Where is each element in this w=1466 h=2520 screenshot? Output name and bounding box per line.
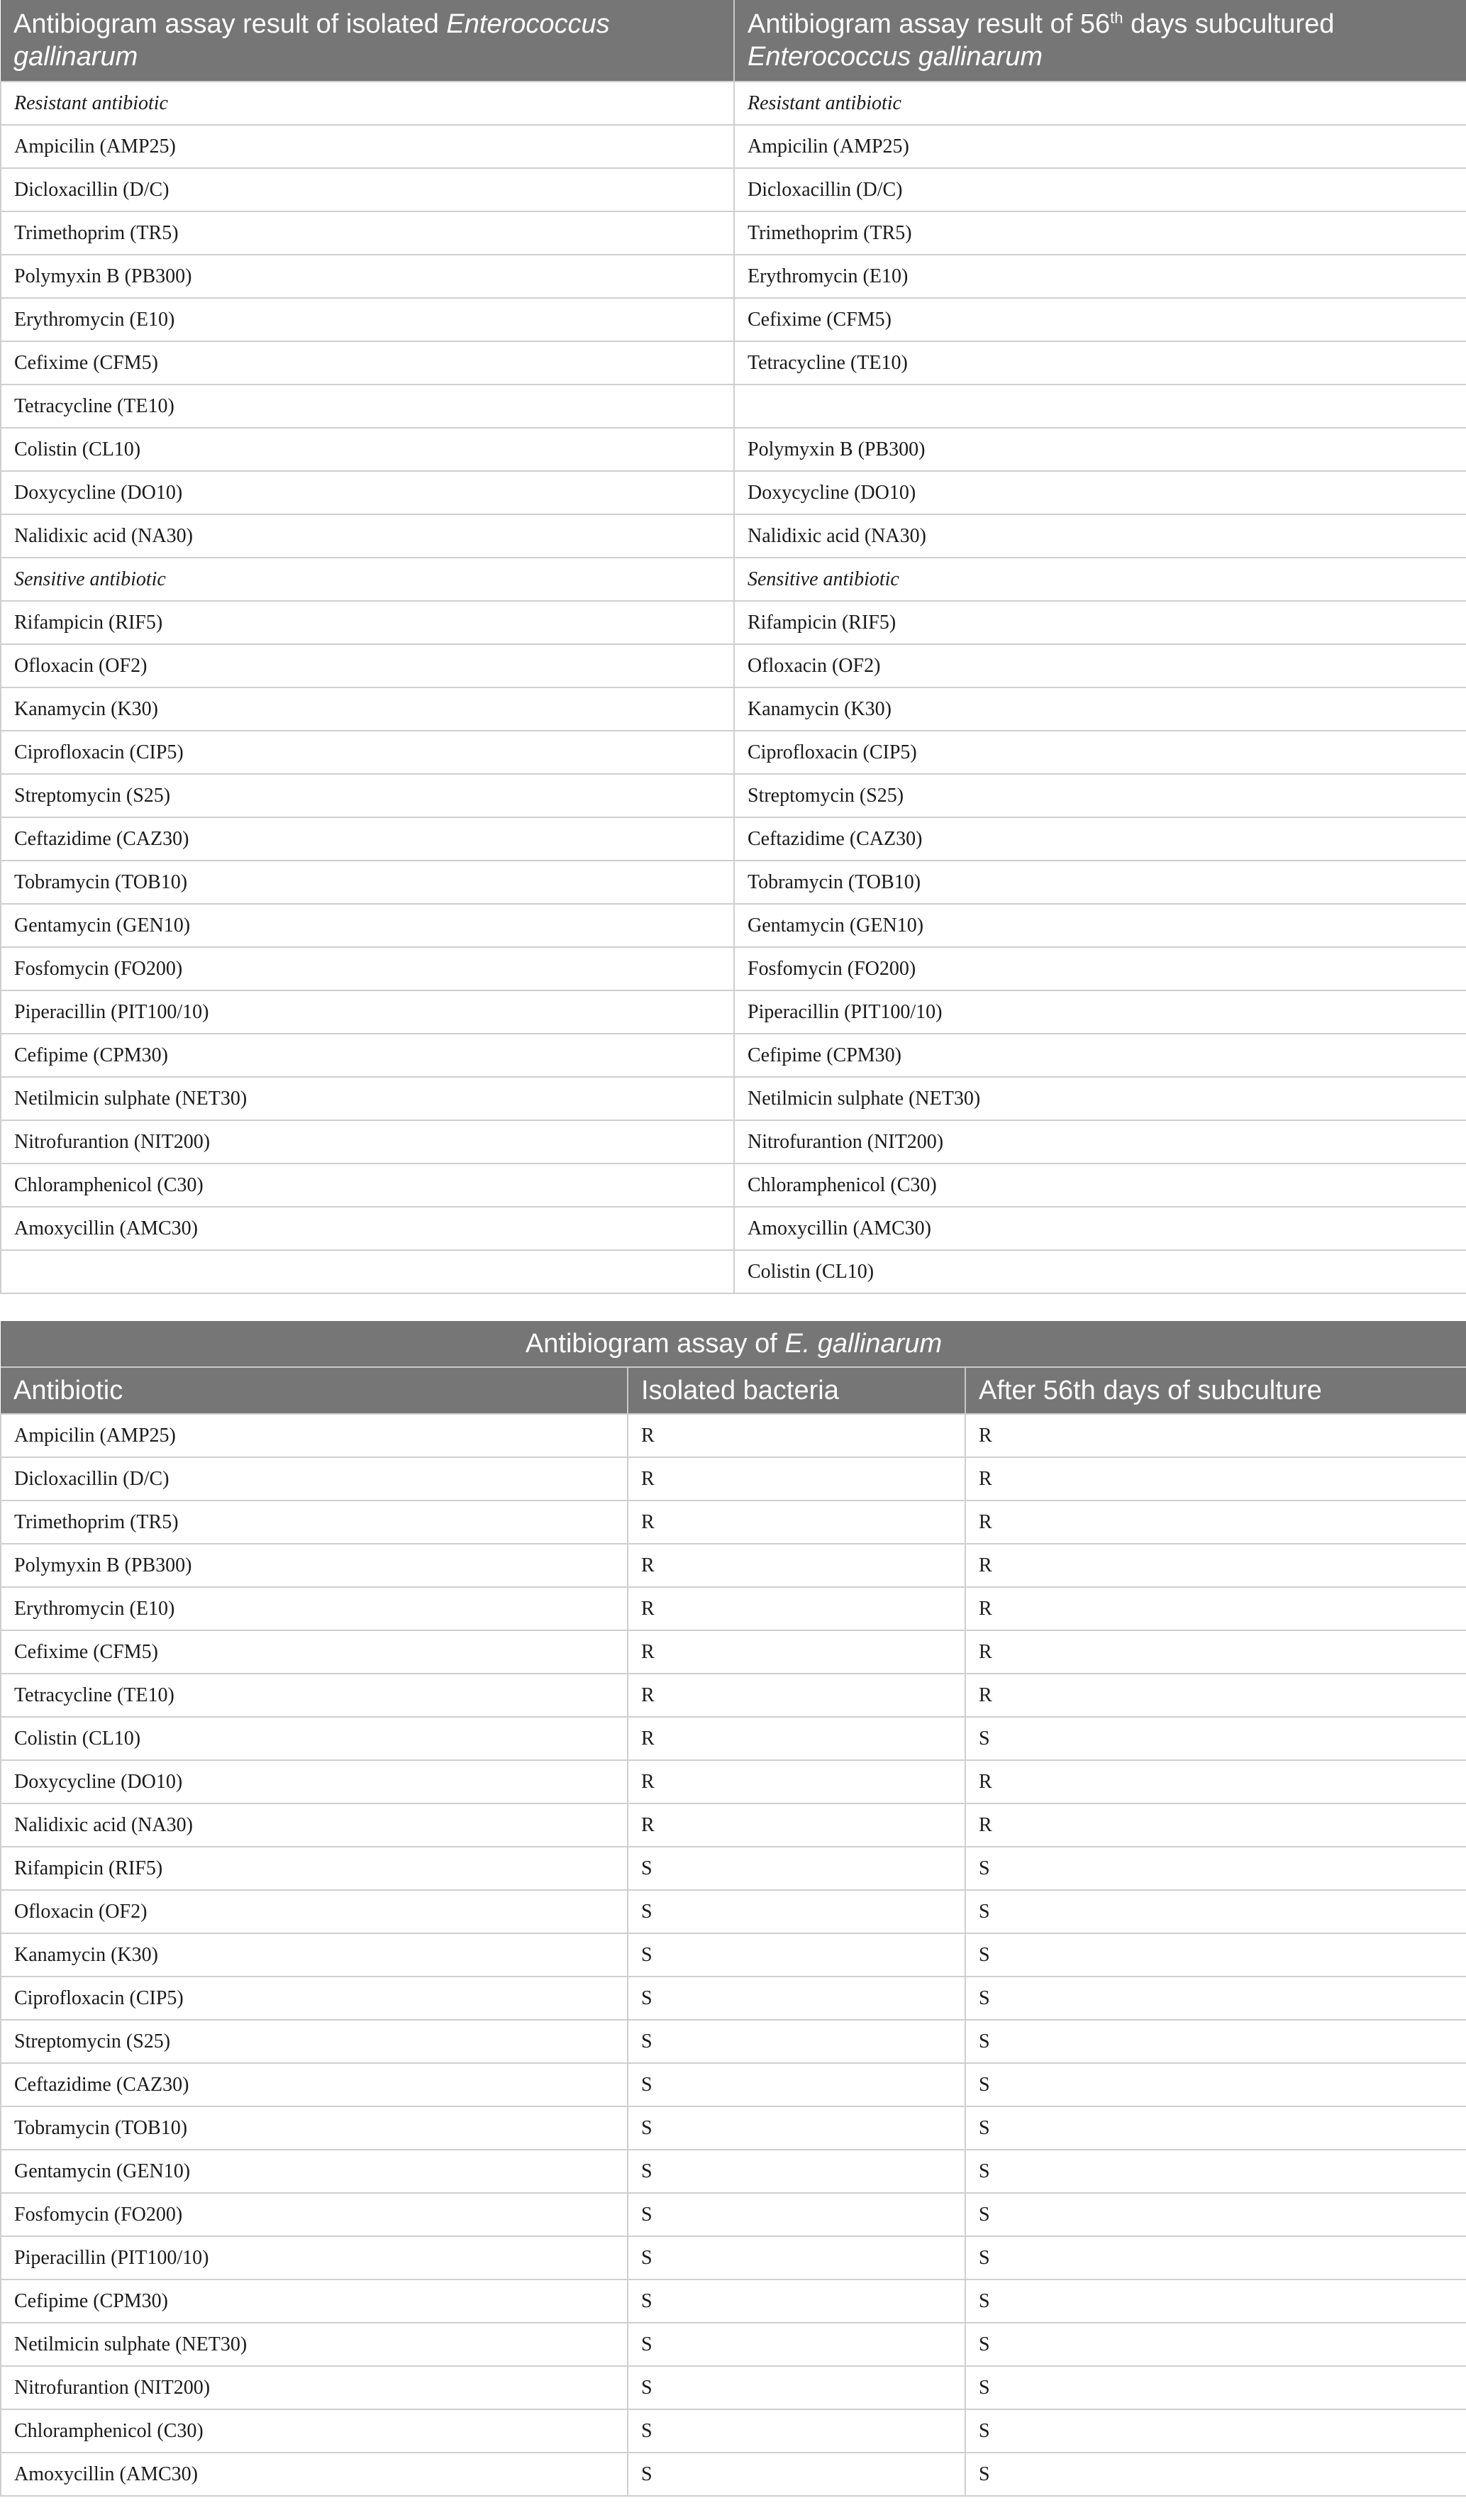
isolated-antibiotic-cell: Doxycycline (DO10) — [1, 471, 734, 514]
table-row — [1, 471, 1466, 514]
subcultured-antibiotic-cell: Cefipime (CPM30) — [734, 1034, 1466, 1077]
isolated-antibiotic-cell: Gentamycin (GEN10) — [1, 904, 734, 947]
header-subcultured-text: Antibiogram assay result of 56 — [748, 9, 1111, 39]
antibiotic-cell: Erythromycin (E10) — [1, 1587, 628, 1630]
isolated-result-cell: S — [628, 2323, 965, 2366]
isolated-result-cell: S — [628, 1890, 965, 1933]
after-result-cell: S — [965, 1847, 1466, 1890]
subcultured-antibiotic-cell: Tobramycin (TOB10) — [734, 861, 1466, 904]
isolated-antibiotic-cell: Piperacillin (PIT100/10) — [1, 990, 734, 1034]
header-isolated-species: Enterococcus gallinarum — [13, 9, 610, 72]
subcultured-antibiotic-cell: Ofloxacin (OF2) — [734, 644, 1466, 687]
subcultured-antibiotic-cell: Trimethoprim (TR5) — [734, 211, 1466, 255]
antibiogram-caption — [1, 1321, 1466, 1367]
antibiogram-table-body — [1, 1414, 1466, 2496]
subcultured-antibiotic-cell: Erythromycin (E10) — [734, 255, 1466, 298]
caption-text: Antibiogram assay of — [525, 1329, 785, 1359]
subcultured-antibiotic-cell: Chloramphenicol (C30) — [734, 1164, 1466, 1207]
after-result-cell: S — [965, 1933, 1466, 1977]
after-result-cell: S — [965, 2409, 1466, 2453]
column-header-isolated: Isolated bacteria — [628, 1367, 965, 1414]
table-row — [1, 2106, 1466, 2150]
table-row — [1, 1414, 1466, 1457]
subcultured-antibiotic-cell: Ciprofloxacin (CIP5) — [734, 731, 1466, 774]
isolated-antibiotic-cell: Ceftazidime (CAZ30) — [1, 817, 734, 861]
subcultured-antibiotic-cell: Dicloxacillin (D/C) — [734, 168, 1466, 211]
antibiotic-cell: Cefixime (CFM5) — [1, 1630, 628, 1674]
antibiogram-table — [0, 1321, 1466, 2497]
isolated-result-cell: S — [628, 2063, 965, 2106]
after-result-cell: R — [965, 1501, 1466, 1544]
subcultured-antibiotic-cell: Streptomycin (S25) — [734, 774, 1466, 817]
table-row — [1, 298, 1466, 341]
antibiotic-cell: Amoxycillin (AMC30) — [1, 2453, 628, 2496]
table-row — [1, 1077, 1466, 1120]
isolated-antibiotic-cell: Trimethoprim (TR5) — [1, 211, 734, 255]
after-result-cell: S — [965, 1977, 1466, 2020]
isolated-result-cell: S — [628, 1847, 965, 1890]
subcultured-antibiotic-cell: Netilmicin sulphate (NET30) — [734, 1077, 1466, 1120]
antibiogram-caption-row — [1, 1321, 1466, 1367]
isolated-result-cell: S — [628, 2106, 965, 2150]
antibiotic-cell: Gentamycin (GEN10) — [1, 2150, 628, 2193]
antibiotic-cell: Piperacillin (PIT100/10) — [1, 2236, 628, 2279]
isolated-antibiotic-cell: Erythromycin (E10) — [1, 298, 734, 341]
subcultured-antibiotic-cell: Cefixime (CFM5) — [734, 298, 1466, 341]
antibiotic-cell: Kanamycin (K30) — [1, 1933, 628, 1977]
isolated-result-cell: S — [628, 2279, 965, 2323]
table-row — [1, 687, 1466, 731]
antibiotic-cell: Nitrofurantion (NIT200) — [1, 2366, 628, 2409]
after-result-cell: R — [965, 1803, 1466, 1847]
after-result-cell: S — [965, 2063, 1466, 2106]
isolated-antibiotic-cell: Nitrofurantion (NIT200) — [1, 1120, 734, 1164]
table-row — [1, 558, 1466, 601]
after-result-cell: S — [965, 2236, 1466, 2279]
subcultured-antibiotic-cell: Polymyxin B (PB300) — [734, 428, 1466, 471]
isolated-antibiotic-cell: Rifampicin (RIF5) — [1, 601, 734, 644]
table-row — [1, 514, 1466, 558]
isolated-result-cell: R — [628, 1414, 965, 1457]
subcultured-antibiotic-cell — [734, 385, 1466, 428]
after-result-cell: R — [965, 1414, 1466, 1457]
table-row — [1, 1250, 1466, 1293]
table-row — [1, 211, 1466, 255]
antibiotic-cell: Chloramphenicol (C30) — [1, 2409, 628, 2453]
isolated-antibiotic-cell: Tetracycline (TE10) — [1, 385, 734, 428]
isolated-result-cell: R — [628, 1544, 965, 1587]
isolated-antibiotic-cell: Colistin (CL10) — [1, 428, 734, 471]
after-result-cell: S — [965, 2106, 1466, 2150]
subcultured-antibiotic-cell: Sensitive antibiotic — [734, 558, 1466, 601]
table-row — [1, 1164, 1466, 1207]
table-row — [1, 2193, 1466, 2236]
table-row — [1, 2279, 1466, 2323]
isolated-antibiotic-cell: Tobramycin (TOB10) — [1, 861, 734, 904]
table-row — [1, 82, 1466, 125]
header-subcultured-species: Enterococcus gallinarum — [748, 42, 1043, 72]
header-subcultured — [734, 0, 1466, 82]
table-row — [1, 731, 1466, 774]
table-row — [1, 2236, 1466, 2279]
antibiotic-cell: Streptomycin (S25) — [1, 2020, 628, 2063]
column-header-after: After 56th days of subculture — [965, 1367, 1466, 1414]
table-row — [1, 255, 1466, 298]
table-row — [1, 1847, 1466, 1890]
header-subcultured-sup: th — [1110, 9, 1123, 27]
isolated-result-cell: R — [628, 1674, 965, 1717]
table-row — [1, 428, 1466, 471]
table-row — [1, 1120, 1466, 1164]
table-row — [1, 1587, 1466, 1630]
subcultured-antibiotic-cell: Doxycycline (DO10) — [734, 471, 1466, 514]
table-row — [1, 2366, 1466, 2409]
subcultured-antibiotic-cell: Amoxycillin (AMC30) — [734, 1207, 1466, 1250]
table-row — [1, 2020, 1466, 2063]
after-result-cell: S — [965, 2366, 1466, 2409]
isolated-result-cell: R — [628, 1717, 965, 1760]
table-row — [1, 2409, 1466, 2453]
antibiotic-cell: Ciprofloxacin (CIP5) — [1, 1977, 628, 2020]
isolated-antibiotic-cell — [1, 1250, 734, 1293]
table-row — [1, 2063, 1466, 2106]
table-row — [1, 774, 1466, 817]
isolated-result-cell: S — [628, 2453, 965, 2496]
isolated-antibiotic-cell: Ofloxacin (OF2) — [1, 644, 734, 687]
header-subcultured-mid: days subcultured — [1123, 9, 1335, 39]
antibiotic-cell: Ofloxacin (OF2) — [1, 1890, 628, 1933]
table-row — [1, 1674, 1466, 1717]
antibiotic-cell: Cefipime (CPM30) — [1, 2279, 628, 2323]
after-result-cell: S — [965, 2453, 1466, 2496]
after-result-cell: S — [965, 2323, 1466, 2366]
isolated-result-cell: R — [628, 1587, 965, 1630]
isolated-antibiotic-cell: Sensitive antibiotic — [1, 558, 734, 601]
isolated-result-cell: S — [628, 1933, 965, 1977]
table-row — [1, 947, 1466, 990]
table-row — [1, 601, 1466, 644]
isolated-antibiotic-cell: Amoxycillin (AMC30) — [1, 1207, 734, 1250]
subcultured-antibiotic-cell: Piperacillin (PIT100/10) — [734, 990, 1466, 1034]
subcultured-antibiotic-cell: Fosfomycin (FO200) — [734, 947, 1466, 990]
antibiotic-cell: Netilmicin sulphate (NET30) — [1, 2323, 628, 2366]
after-result-cell: R — [965, 1457, 1466, 1501]
comparison-header-row — [1, 0, 1466, 82]
subcultured-antibiotic-cell: Rifampicin (RIF5) — [734, 601, 1466, 644]
isolated-result-cell: R — [628, 1457, 965, 1501]
isolated-result-cell: R — [628, 1760, 965, 1803]
isolated-result-cell: S — [628, 2236, 965, 2279]
after-result-cell: R — [965, 1674, 1466, 1717]
antibiotic-cell: Tetracycline (TE10) — [1, 1674, 628, 1717]
table-row — [1, 1760, 1466, 1803]
antibiotic-cell: Polymyxin B (PB300) — [1, 1544, 628, 1587]
antibiotic-cell: Trimethoprim (TR5) — [1, 1501, 628, 1544]
subcultured-antibiotic-cell: Ampicilin (AMP25) — [734, 125, 1466, 168]
after-result-cell: R — [965, 1630, 1466, 1674]
isolated-antibiotic-cell: Nalidixic acid (NA30) — [1, 514, 734, 558]
table-row — [1, 125, 1466, 168]
after-result-cell: R — [965, 1544, 1466, 1587]
isolated-result-cell: R — [628, 1501, 965, 1544]
table-row — [1, 1034, 1466, 1077]
isolated-result-cell: S — [628, 1977, 965, 2020]
caption-species: E. gallinarum — [784, 1329, 943, 1359]
after-result-cell: S — [965, 2279, 1466, 2323]
table-row — [1, 168, 1466, 211]
isolated-antibiotic-cell: Cefipime (CPM30) — [1, 1034, 734, 1077]
table-row — [1, 861, 1466, 904]
subcultured-antibiotic-cell: Colistin (CL10) — [734, 1250, 1466, 1293]
after-result-cell: S — [965, 2150, 1466, 2193]
table-row — [1, 1890, 1466, 1933]
table-row — [1, 644, 1466, 687]
isolated-antibiotic-cell: Cefixime (CFM5) — [1, 341, 734, 385]
subcultured-antibiotic-cell: Kanamycin (K30) — [734, 687, 1466, 731]
isolated-antibiotic-cell: Polymyxin B (PB300) — [1, 255, 734, 298]
after-result-cell: S — [965, 1717, 1466, 1760]
isolated-antibiotic-cell: Ciprofloxacin (CIP5) — [1, 731, 734, 774]
antibiotic-cell: Colistin (CL10) — [1, 1717, 628, 1760]
table-row — [1, 1457, 1466, 1501]
column-header-antibiotic: Antibiotic — [1, 1367, 628, 1414]
table-row — [1, 1207, 1466, 1250]
isolated-antibiotic-cell: Chloramphenicol (C30) — [1, 1164, 734, 1207]
subcultured-antibiotic-cell: Resistant antibiotic — [734, 82, 1466, 125]
table-row — [1, 2150, 1466, 2193]
table-row — [1, 817, 1466, 861]
table-row — [1, 1501, 1466, 1544]
antibiotic-cell: Rifampicin (RIF5) — [1, 1847, 628, 1890]
subcultured-antibiotic-cell: Gentamycin (GEN10) — [734, 904, 1466, 947]
table-row — [1, 1717, 1466, 1760]
table-row — [1, 1933, 1466, 1977]
antibiotic-cell: Dicloxacillin (D/C) — [1, 1457, 628, 1501]
antibiotic-cell: Nalidixic acid (NA30) — [1, 1803, 628, 1847]
isolated-antibiotic-cell: Dicloxacillin (D/C) — [1, 168, 734, 211]
isolated-antibiotic-cell: Fosfomycin (FO200) — [1, 947, 734, 990]
isolated-antibiotic-cell: Ampicilin (AMP25) — [1, 125, 734, 168]
isolated-antibiotic-cell: Streptomycin (S25) — [1, 774, 734, 817]
isolated-result-cell: R — [628, 1630, 965, 1674]
antibiotic-cell: Fosfomycin (FO200) — [1, 2193, 628, 2236]
isolated-result-cell: S — [628, 2409, 965, 2453]
table-row — [1, 1803, 1466, 1847]
table-row — [1, 1977, 1466, 2020]
antibiotic-cell: Ampicilin (AMP25) — [1, 1414, 628, 1457]
subcultured-antibiotic-cell: Nitrofurantion (NIT200) — [734, 1120, 1466, 1164]
antibiotic-cell: Ceftazidime (CAZ30) — [1, 2063, 628, 2106]
isolated-antibiotic-cell: Kanamycin (K30) — [1, 687, 734, 731]
header-isolated — [1, 0, 734, 82]
antibiogram-column-headers — [1, 1367, 1466, 1414]
isolated-antibiotic-cell: Netilmicin sulphate (NET30) — [1, 1077, 734, 1120]
comparison-table-body — [1, 82, 1466, 1293]
after-result-cell: S — [965, 2020, 1466, 2063]
isolated-result-cell: S — [628, 2193, 965, 2236]
subcultured-antibiotic-cell: Ceftazidime (CAZ30) — [734, 817, 1466, 861]
table-row — [1, 1630, 1466, 1674]
antibiotic-cell: Tobramycin (TOB10) — [1, 2106, 628, 2150]
table-row — [1, 2323, 1466, 2366]
isolated-result-cell: R — [628, 1803, 965, 1847]
table-row — [1, 2453, 1466, 2496]
after-result-cell: S — [965, 1890, 1466, 1933]
isolated-result-cell: S — [628, 2366, 965, 2409]
after-result-cell: S — [965, 2193, 1466, 2236]
table-row — [1, 385, 1466, 428]
table-row — [1, 990, 1466, 1034]
subcultured-antibiotic-cell: Nalidixic acid (NA30) — [734, 514, 1466, 558]
table-row — [1, 904, 1466, 947]
table-row — [1, 341, 1466, 385]
isolated-result-cell: S — [628, 2020, 965, 2063]
after-result-cell: R — [965, 1587, 1466, 1630]
isolated-antibiotic-cell: Resistant antibiotic — [1, 82, 734, 125]
subcultured-antibiotic-cell: Tetracycline (TE10) — [734, 341, 1466, 385]
table-row — [1, 1544, 1466, 1587]
isolated-result-cell: S — [628, 2150, 965, 2193]
after-result-cell: R — [965, 1760, 1466, 1803]
header-isolated-text: Antibiogram assay result of isolated — [13, 9, 447, 39]
antibiotic-cell: Doxycycline (DO10) — [1, 1760, 628, 1803]
